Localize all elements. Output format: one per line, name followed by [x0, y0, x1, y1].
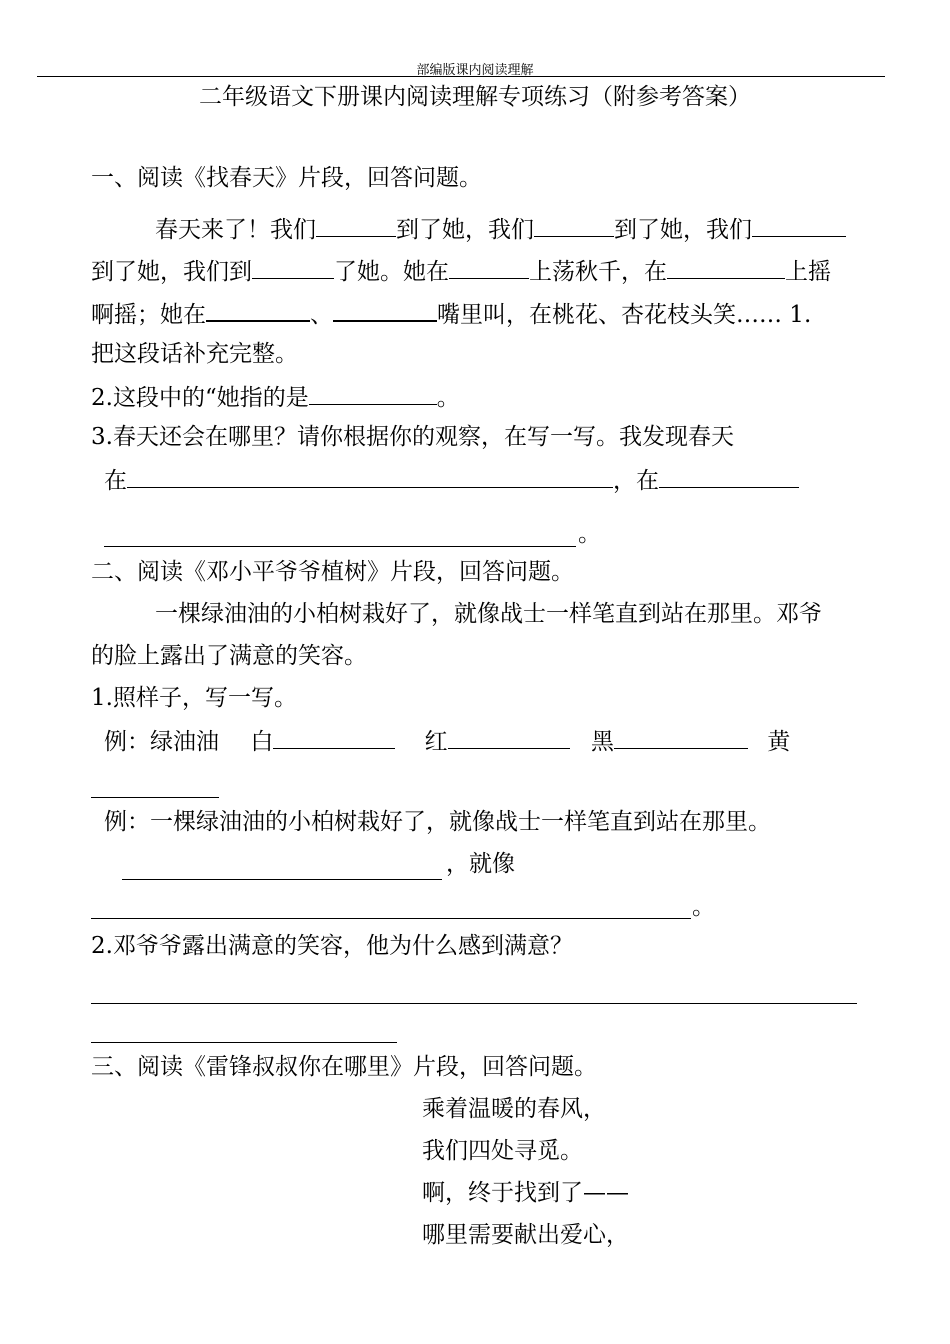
question-1-text: 把这段话补充完整。 — [91, 341, 298, 367]
passage-1-line-3 — [91, 298, 811, 329]
question-2 — [91, 382, 460, 412]
blank[interactable] — [534, 214, 614, 237]
passage-text: 到了她，我们 — [396, 217, 534, 243]
question-text: 在 — [104, 468, 127, 494]
blank[interactable] — [316, 214, 396, 237]
poem-line: 啊，终于找到了—— — [422, 1180, 629, 1206]
blank[interactable] — [448, 726, 570, 749]
blank[interactable] — [252, 256, 334, 279]
passage-text: 、 — [310, 302, 333, 328]
passage-text: 了她。她在 — [334, 259, 449, 285]
blank[interactable] — [752, 214, 846, 237]
answer-line[interactable] — [91, 797, 219, 798]
blank[interactable] — [449, 256, 529, 279]
passage-2-line-1: 一棵绿油油的小柏树栽好了，就像战士一样笔直到站在那里。邓爷 — [155, 601, 822, 627]
period: 。 — [436, 385, 460, 411]
passage-text: 到了她，我们 — [614, 217, 752, 243]
question-text: ，在 — [613, 468, 659, 494]
word-prompt: 白 — [250, 729, 274, 755]
blank[interactable] — [273, 726, 395, 749]
running-header: 部编版课内阅读理解 — [416, 63, 534, 78]
passage-2-line-2: 的脸上露出了满意的笑容。 — [91, 643, 367, 669]
answer-line[interactable] — [91, 1042, 397, 1043]
header-rule — [37, 76, 885, 77]
passage-text: 到了她，我们到 — [91, 259, 252, 285]
passage-1-line-1 — [155, 214, 846, 244]
example-words-line — [104, 726, 790, 756]
example-text: 例：绿油油 — [104, 729, 219, 755]
question-1-instruction: 1.照样子，写一写。 — [91, 685, 297, 711]
passage-text: 啊摇；她在 — [91, 302, 206, 328]
poem-line: 我们四处寻觅。 — [422, 1138, 583, 1164]
sentence-connector: ，就像 — [446, 851, 515, 877]
question-3-answer-line — [104, 465, 799, 495]
word-prompt: 黑 — [590, 729, 614, 755]
blank[interactable] — [614, 726, 748, 749]
question-2-text: 2.邓爷爷露出满意的笑容，他为什么感到满意？ — [91, 933, 573, 959]
answer-line[interactable] — [122, 879, 442, 880]
word-prompt: 红 — [424, 729, 448, 755]
passage-text: 上荡秋千，在 — [529, 259, 667, 285]
answer-line[interactable] — [91, 1003, 857, 1004]
page-title: 二年级语文下册课内阅读理解专项练习（附参考答案） — [199, 84, 751, 110]
section-3-heading: 三、阅读《雷锋叔叔你在哪里》片段，回答问题。 — [91, 1054, 597, 1080]
passage-text: 上摇 — [785, 259, 831, 285]
answer-line[interactable] — [91, 918, 691, 919]
passage-1-line-2 — [91, 256, 831, 286]
period: 。 — [578, 521, 601, 547]
poem-line: 乘着温暖的春风， — [422, 1096, 606, 1122]
question-text: 2.这段中的“她指的是 — [91, 385, 309, 411]
blank[interactable] — [206, 298, 310, 322]
section-2-heading: 二、阅读《邓小平爷爷植树》片段，回答问题。 — [91, 559, 574, 585]
answer-line[interactable] — [104, 546, 576, 547]
word-prompt: 黄 — [767, 729, 791, 755]
period: 。 — [692, 894, 715, 920]
answer-blank[interactable] — [309, 382, 437, 405]
passage-text: 嘴里叫，在桃花、杏花枝头笑…… 1. — [437, 302, 812, 328]
passage-text: 春天来了！我们 — [155, 217, 316, 243]
example-sentence: 例：一棵绿油油的小柏树栽好了，就像战士一样笔直到站在那里。 — [104, 809, 771, 835]
section-1-heading: 一、阅读《找春天》片段，回答问题。 — [91, 165, 482, 191]
question-3: 3.春天还会在哪里？请你根据你的观察，在写一写。我发现春天 — [91, 424, 734, 450]
blank[interactable] — [667, 256, 785, 279]
answer-blank[interactable] — [127, 465, 613, 488]
poem-line: 哪里需要献出爱心， — [422, 1222, 629, 1248]
answer-blank[interactable] — [659, 465, 799, 488]
blank[interactable] — [333, 298, 437, 322]
